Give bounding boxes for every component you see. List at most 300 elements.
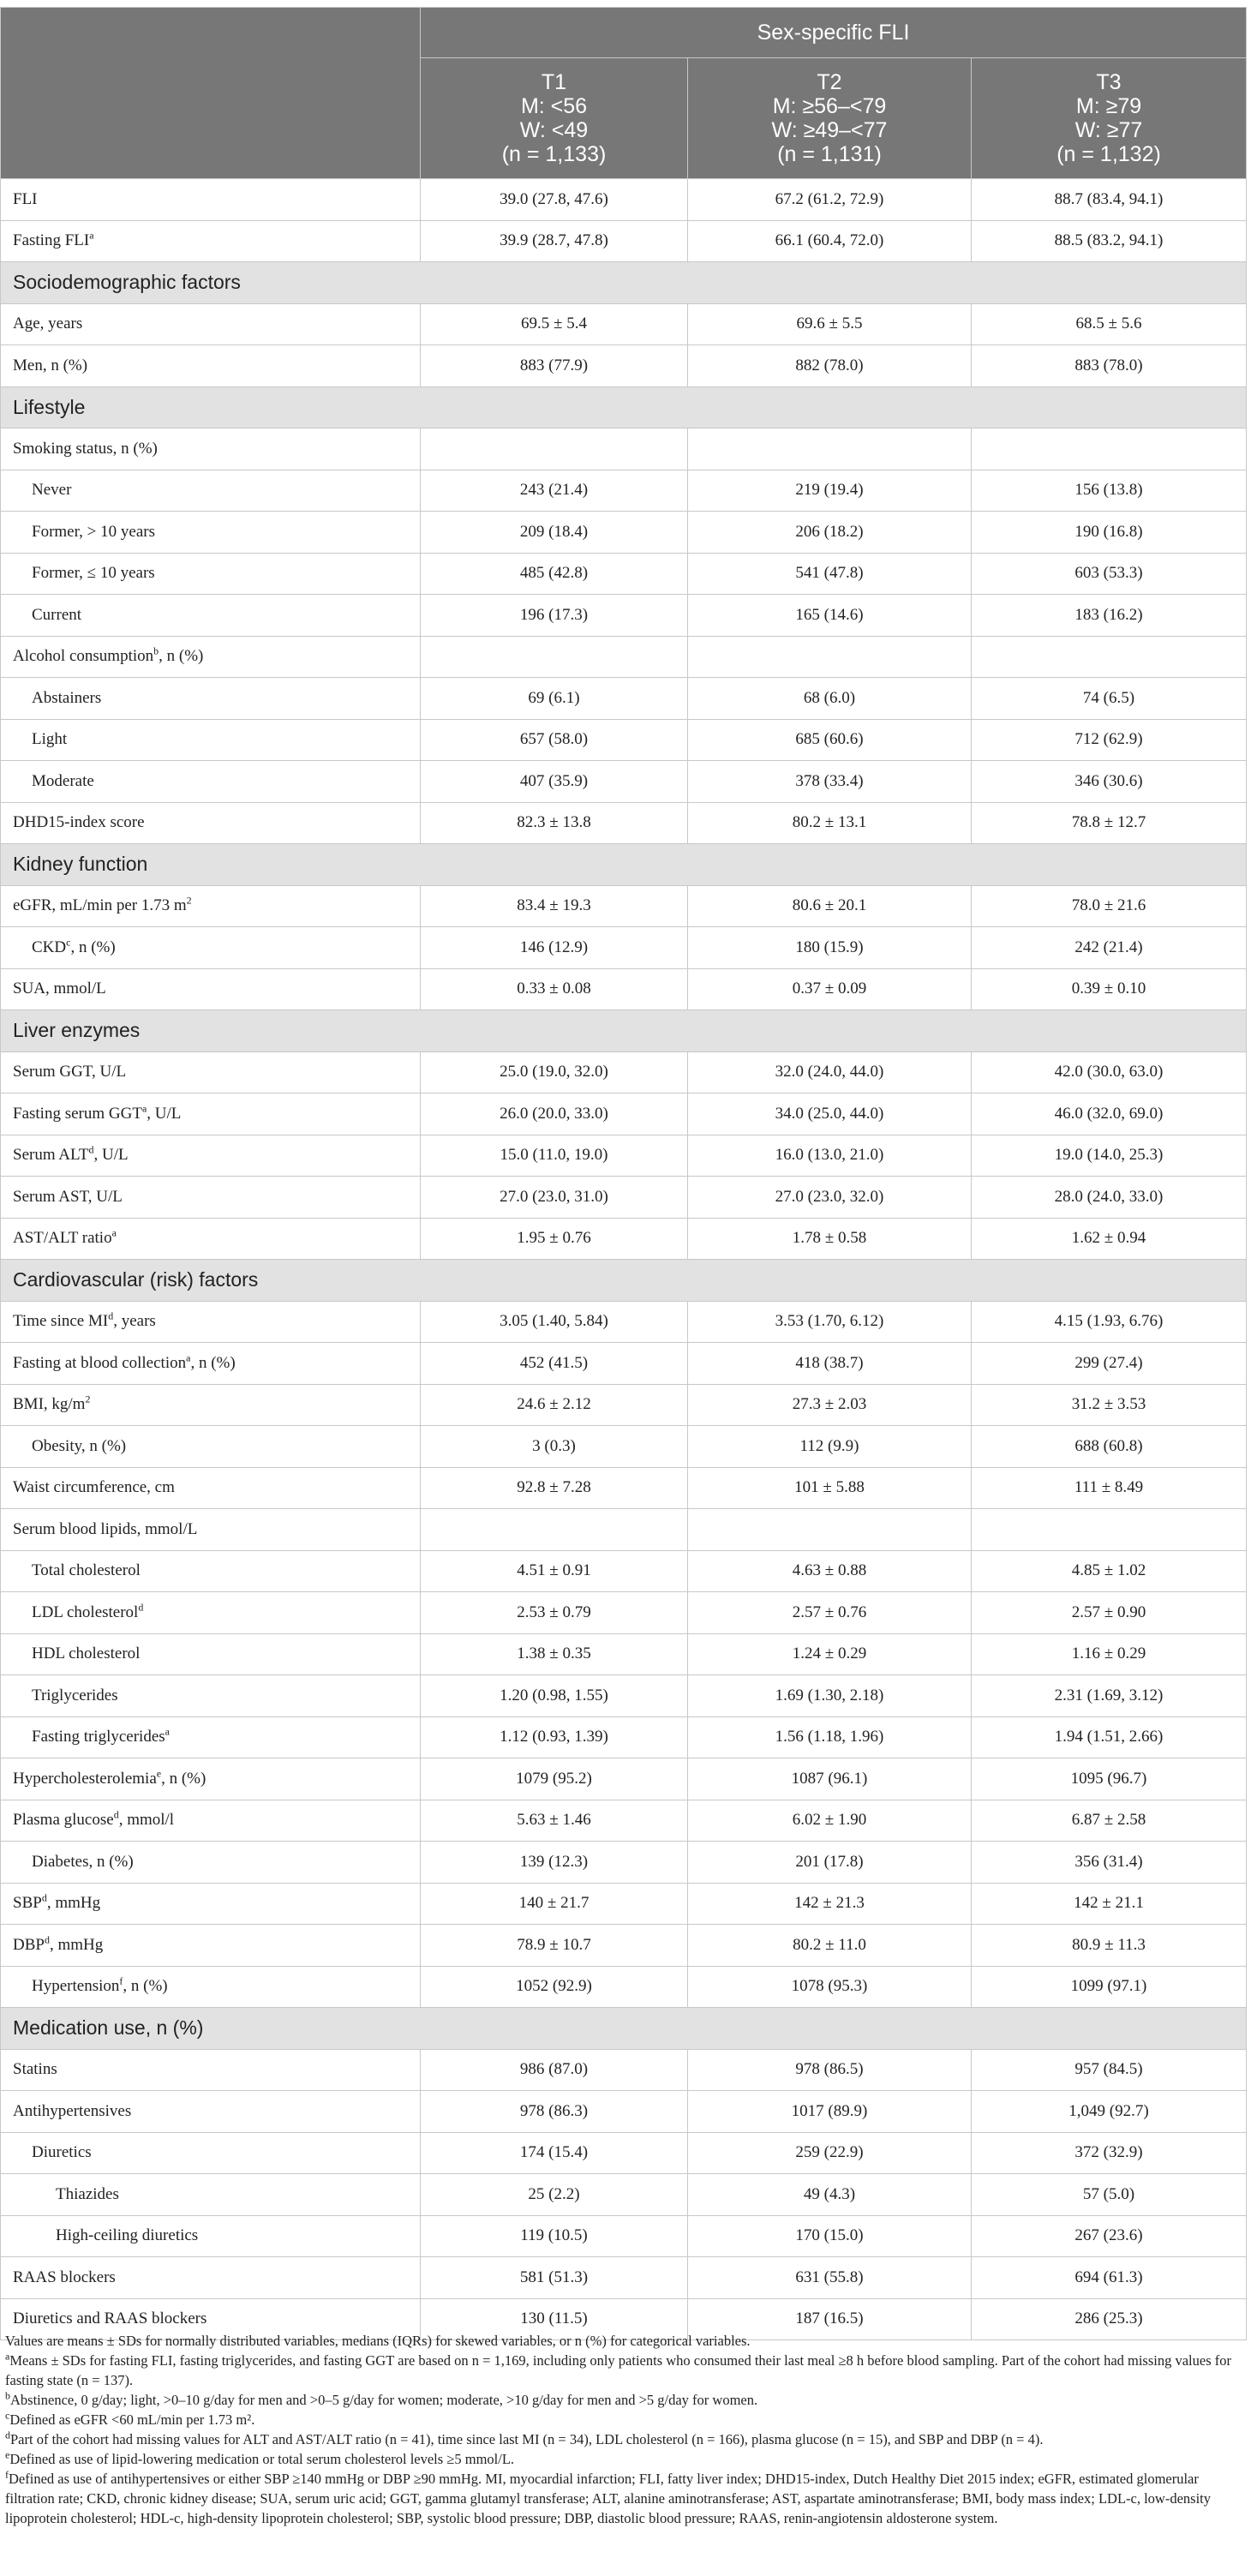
cell-t3: 1,049 (92.7) xyxy=(972,2091,1247,2133)
row-label-suffix: , U/L xyxy=(147,1104,182,1123)
cell-t3: 1099 (97.1) xyxy=(972,1966,1247,2008)
column-women-range: W: <49 xyxy=(519,118,589,142)
cell-t3: 1.16 ± 0.29 xyxy=(972,1633,1247,1675)
cell-t1: 243 (21.4) xyxy=(421,470,688,512)
table-row xyxy=(1,345,1247,387)
cell-t3: 712 (62.9) xyxy=(972,719,1247,761)
cell-t3: 1.94 (1.51, 2.66) xyxy=(972,1716,1247,1758)
row-label-text: Serum blood lipids, mmol/L xyxy=(13,1519,198,1538)
table-row xyxy=(1,595,1247,637)
cell-t1: 3.05 (1.40, 5.84) xyxy=(421,1301,688,1343)
row-label xyxy=(1,1550,421,1592)
cell-t2 xyxy=(688,428,972,470)
row-label xyxy=(1,802,421,844)
row-label xyxy=(1,1842,421,1884)
row-label-suffix: , mmHg xyxy=(49,1935,104,1954)
footnote-marker: 2 xyxy=(186,894,192,907)
row-label-text: Serum ALT xyxy=(13,1146,89,1165)
row-label-text: SBP xyxy=(13,1894,42,1913)
cell-t2: 180 (15.9) xyxy=(688,927,972,969)
column-n: (n = 1,131) xyxy=(777,142,882,166)
row-label xyxy=(1,678,421,720)
row-label xyxy=(1,2174,421,2216)
cell-t3: 4.15 (1.93, 6.76) xyxy=(972,1301,1247,1343)
row-label xyxy=(1,1966,421,2008)
cell-t2: 187 (16.5) xyxy=(688,2298,972,2340)
row-label xyxy=(1,512,421,554)
table-row xyxy=(1,636,1247,678)
section-title: Lifestyle xyxy=(1,386,1247,428)
row-label-text: Serum AST, U/L xyxy=(13,1187,123,1206)
column-men-range: M: ≥79 xyxy=(1075,94,1142,118)
table-row xyxy=(1,1758,1247,1800)
row-label-text: Diuretics and RAAS blockers xyxy=(13,2309,207,2328)
row-label xyxy=(1,1426,421,1468)
cell-t1: 581 (51.3) xyxy=(421,2257,688,2299)
column-header-t3 xyxy=(972,58,1247,179)
row-label xyxy=(1,761,421,803)
cell-t2: 66.1 (60.4, 72.0) xyxy=(688,220,972,262)
table-row xyxy=(1,179,1247,221)
row-label-text: Hypertension xyxy=(32,1977,120,1996)
cell-t1 xyxy=(421,636,688,678)
section-title: Medication use, n (%) xyxy=(1,2008,1247,2050)
row-label-suffix: , years xyxy=(113,1312,156,1331)
cell-t2 xyxy=(688,636,972,678)
row-label-text: Smoking status, n (%) xyxy=(13,439,158,458)
footnote-marker: d xyxy=(41,1891,47,1904)
row-label-text: CKD xyxy=(32,938,67,956)
cell-t2: 418 (38.7) xyxy=(688,1343,972,1385)
cell-t3: 957 (84.5) xyxy=(972,2049,1247,2091)
cell-t2: 142 ± 21.3 xyxy=(688,1883,972,1925)
footnote-marker: f xyxy=(119,1974,123,1987)
table-row xyxy=(1,1051,1247,1093)
cell-t1: 485 (42.8) xyxy=(421,553,688,595)
section-header-row xyxy=(1,262,1247,304)
table-row xyxy=(1,1800,1247,1842)
row-label xyxy=(1,1135,421,1177)
cell-t2: 67.2 (61.2, 72.9) xyxy=(688,179,972,221)
row-label xyxy=(1,1883,421,1925)
section-header-row xyxy=(1,1010,1247,1052)
cell-t1: 83.4 ± 19.3 xyxy=(421,885,688,927)
table-row xyxy=(1,1925,1247,1967)
table-row xyxy=(1,1883,1247,1925)
row-label-text: Triglycerides xyxy=(32,1686,118,1704)
footnote-marker: b xyxy=(153,644,159,657)
row-label-text: Fasting FLI xyxy=(13,231,90,250)
row-label xyxy=(1,345,421,387)
row-label xyxy=(1,1592,421,1634)
cell-t1: 1.38 ± 0.35 xyxy=(421,1633,688,1675)
cell-t3: 346 (30.6) xyxy=(972,761,1247,803)
cell-t2: 27.3 ± 2.03 xyxy=(688,1384,972,1426)
cell-t3 xyxy=(972,1509,1247,1551)
cell-t2: 80.6 ± 20.1 xyxy=(688,885,972,927)
cell-t1: 78.9 ± 10.7 xyxy=(421,1925,688,1967)
table-row xyxy=(1,553,1247,595)
cell-t2: 541 (47.8) xyxy=(688,553,972,595)
cell-t3: 372 (32.9) xyxy=(972,2132,1247,2174)
cell-t2: 4.63 ± 0.88 xyxy=(688,1550,972,1592)
row-label-text: Current xyxy=(32,605,82,624)
cell-t3: 694 (61.3) xyxy=(972,2257,1247,2299)
column-header-t2 xyxy=(688,58,972,179)
cell-t1: 82.3 ± 13.8 xyxy=(421,802,688,844)
cell-t3: 6.87 ± 2.58 xyxy=(972,1800,1247,1842)
row-label-text: Statins xyxy=(13,2060,57,2079)
cell-t2: 3.53 (1.70, 6.12) xyxy=(688,1301,972,1343)
cell-t2: 80.2 ± 13.1 xyxy=(688,802,972,844)
cell-t1: 1.12 (0.93, 1.39) xyxy=(421,1716,688,1758)
cell-t2: 882 (78.0) xyxy=(688,345,972,387)
cell-t2: 1017 (89.9) xyxy=(688,2091,972,2133)
table-row xyxy=(1,1384,1247,1426)
cell-t1: 140 ± 21.7 xyxy=(421,1883,688,1925)
cell-t1: 15.0 (11.0, 19.0) xyxy=(421,1135,688,1177)
table-row xyxy=(1,1842,1247,1884)
row-label-text: Fasting triglycerides xyxy=(32,1728,165,1746)
row-label xyxy=(1,553,421,595)
cell-t1: 26.0 (20.0, 33.0) xyxy=(421,1093,688,1135)
cell-t1: 174 (15.4) xyxy=(421,2132,688,2174)
cell-t1: 407 (35.9) xyxy=(421,761,688,803)
cell-t2: 0.37 ± 0.09 xyxy=(688,968,972,1010)
row-label xyxy=(1,1218,421,1260)
cell-t1: 1052 (92.9) xyxy=(421,1966,688,2008)
cell-t1: 986 (87.0) xyxy=(421,2049,688,2091)
cell-t2: 68 (6.0) xyxy=(688,678,972,720)
cell-t2: 6.02 ± 1.90 xyxy=(688,1800,972,1842)
cell-t3: 19.0 (14.0, 25.3) xyxy=(972,1135,1247,1177)
row-label xyxy=(1,303,421,345)
table-row xyxy=(1,1675,1247,1717)
row-label-text: Fasting serum GGT xyxy=(13,1104,142,1123)
row-label xyxy=(1,428,421,470)
row-label xyxy=(1,2132,421,2174)
cell-t2: 165 (14.6) xyxy=(688,595,972,637)
cell-t1: 69 (6.1) xyxy=(421,678,688,720)
row-label xyxy=(1,1051,421,1093)
table-row xyxy=(1,719,1247,761)
cell-t2: 201 (17.8) xyxy=(688,1842,972,1884)
column-name: T3 xyxy=(1096,70,1122,94)
row-label-suffix: , n (%) xyxy=(161,1769,207,1788)
cell-t3: 2.31 (1.69, 3.12) xyxy=(972,1675,1247,1717)
footnote-text: Part of the cohort had missing values for ALT and AST/ALT ratio (n = 41), time since last MI (n = 34), LDL cholesterol (n = 166), plasma glucose (n = 15), and SBP and DBP (n = 4). xyxy=(10,2431,1044,2447)
cell-t1: 2.53 ± 0.79 xyxy=(421,1592,688,1634)
column-men-range: M: ≥56–<79 xyxy=(772,94,887,118)
cell-t2: 101 ± 5.88 xyxy=(688,1467,972,1509)
cell-t1: 130 (11.5) xyxy=(421,2298,688,2340)
footnote-text: Defined as use of lipid-lowering medication or total serum cholesterol levels ≥5 mmol/L. xyxy=(9,2451,515,2467)
table-row xyxy=(1,2257,1247,2299)
table-row xyxy=(1,1135,1247,1177)
cell-t2: 1.56 (1.18, 1.96) xyxy=(688,1716,972,1758)
footnote-marker: d xyxy=(138,1601,144,1614)
table-row xyxy=(1,1509,1247,1551)
cell-t2: 69.6 ± 5.5 xyxy=(688,303,972,345)
table-row xyxy=(1,1592,1247,1634)
table-row xyxy=(1,968,1247,1010)
row-label-text: SUA, mmol/L xyxy=(13,979,106,998)
column-name: T2 xyxy=(817,70,842,94)
footnote-marker: b xyxy=(5,2389,10,2402)
section-header-row xyxy=(1,844,1247,886)
fli-characteristics-table xyxy=(0,7,1247,2340)
footnote-marker: a xyxy=(5,2350,10,2363)
table-row xyxy=(1,2174,1247,2216)
row-label-text: Obesity, n (%) xyxy=(32,1436,127,1455)
section-header-row xyxy=(1,1260,1247,1302)
row-label xyxy=(1,885,421,927)
cell-t1: 69.5 ± 5.4 xyxy=(421,303,688,345)
footnote-marker: c xyxy=(5,2409,10,2422)
row-label-text: Waist circumference, cm xyxy=(13,1478,175,1497)
row-label xyxy=(1,2049,421,2091)
section-title: Kidney function xyxy=(1,844,1247,886)
cell-t3: 299 (27.4) xyxy=(972,1343,1247,1385)
cell-t2: 685 (60.6) xyxy=(688,719,972,761)
section-title: Cardiovascular (risk) factors xyxy=(1,1260,1247,1302)
cell-t1: 978 (86.3) xyxy=(421,2091,688,2133)
row-label-text: HDL cholesterol xyxy=(32,1644,141,1663)
row-label-text: Alcohol consumption xyxy=(13,647,154,666)
cell-t2: 32.0 (24.0, 44.0) xyxy=(688,1051,972,1093)
cell-t3: 603 (53.3) xyxy=(972,553,1247,595)
cell-t3: 88.7 (83.4, 94.1) xyxy=(972,179,1247,221)
cell-t1: 452 (41.5) xyxy=(421,1343,688,1385)
cell-t3: 1.62 ± 0.94 xyxy=(972,1218,1247,1260)
cell-t1: 25.0 (19.0, 32.0) xyxy=(421,1051,688,1093)
footnote-marker: a xyxy=(165,1725,170,1738)
cell-t3: 80.9 ± 11.3 xyxy=(972,1925,1247,1967)
table-row xyxy=(1,2132,1247,2174)
cell-t2: 1.78 ± 0.58 xyxy=(688,1218,972,1260)
cell-t2: 206 (18.2) xyxy=(688,512,972,554)
row-label xyxy=(1,220,421,262)
row-label-suffix: , U/L xyxy=(93,1146,129,1165)
cell-t2: 27.0 (23.0, 32.0) xyxy=(688,1177,972,1219)
header-blank-cell xyxy=(1,8,421,179)
table-row xyxy=(1,1550,1247,1592)
row-label-text: Never xyxy=(32,481,72,500)
row-label-suffix: , n (%) xyxy=(123,1977,168,1996)
cell-t1: 5.63 ± 1.46 xyxy=(421,1800,688,1842)
section-title: Liver enzymes xyxy=(1,1010,1247,1052)
cell-t3: 142 ± 21.1 xyxy=(972,1883,1247,1925)
footnote-marker: c xyxy=(66,936,71,949)
cell-t1: 119 (10.5) xyxy=(421,2215,688,2257)
cell-t1: 209 (18.4) xyxy=(421,512,688,554)
table-row xyxy=(1,761,1247,803)
footnote-marker: a xyxy=(141,1102,147,1115)
cell-t2: 49 (4.3) xyxy=(688,2174,972,2216)
table-row xyxy=(1,1218,1247,1260)
row-label-text: Moderate xyxy=(32,771,94,790)
footnote-marker: a xyxy=(111,1226,117,1239)
row-label xyxy=(1,1925,421,1967)
cell-t3 xyxy=(972,636,1247,678)
cell-t2 xyxy=(688,1509,972,1551)
cell-t3: 2.57 ± 0.90 xyxy=(972,1592,1247,1634)
footnote-marker: d xyxy=(108,1309,114,1322)
row-label xyxy=(1,927,421,969)
cell-t2: 80.2 ± 11.0 xyxy=(688,1925,972,1967)
row-label-text: DBP xyxy=(13,1935,45,1954)
cell-t3: 57 (5.0) xyxy=(972,2174,1247,2216)
row-label xyxy=(1,2215,421,2257)
table-row xyxy=(1,885,1247,927)
cell-t3: 78.8 ± 12.7 xyxy=(972,802,1247,844)
footnote xyxy=(5,2469,1244,2528)
table-row xyxy=(1,2215,1247,2257)
footnote-marker: a xyxy=(89,229,94,242)
row-label xyxy=(1,1675,421,1717)
footnote-marker: d xyxy=(5,2429,10,2441)
cell-t2: 259 (22.9) xyxy=(688,2132,972,2174)
cell-t2: 34.0 (25.0, 44.0) xyxy=(688,1093,972,1135)
cell-t2: 1078 (95.3) xyxy=(688,1966,972,2008)
cell-t2: 631 (55.8) xyxy=(688,2257,972,2299)
cell-t1: 146 (12.9) xyxy=(421,927,688,969)
row-label-text: Abstainers xyxy=(32,688,102,707)
row-label xyxy=(1,595,421,637)
cell-t3: 28.0 (24.0, 33.0) xyxy=(972,1177,1247,1219)
table-row xyxy=(1,1467,1247,1509)
table-body xyxy=(1,179,1247,2340)
cell-t3: 4.85 ± 1.02 xyxy=(972,1550,1247,1592)
table-row xyxy=(1,802,1247,844)
footnote xyxy=(5,2429,1244,2449)
row-label xyxy=(1,1093,421,1135)
row-label-text: DHD15-index score xyxy=(13,813,145,832)
cell-t3: 74 (6.5) xyxy=(972,678,1247,720)
column-n: (n = 1,132) xyxy=(1056,142,1161,166)
row-label xyxy=(1,1509,421,1551)
footnote-marker: 2 xyxy=(85,1393,91,1405)
row-label xyxy=(1,1758,421,1800)
row-label-text: Former, ≤ 10 years xyxy=(32,564,155,583)
footnote-marker: d xyxy=(44,1933,50,1946)
row-label-suffix: , n (%) xyxy=(159,647,204,666)
row-label-text: Plasma glucose xyxy=(13,1811,114,1830)
footnote-marker: f xyxy=(5,2468,9,2481)
row-label-text: Diuretics xyxy=(32,2143,92,2162)
cell-t1: 92.8 ± 7.28 xyxy=(421,1467,688,1509)
row-label-text: Thiazides xyxy=(56,2184,119,2203)
row-label-text: Age, years xyxy=(13,315,83,333)
table-row xyxy=(1,678,1247,720)
footnote xyxy=(5,2331,1244,2351)
row-label-text: High-ceiling diuretics xyxy=(56,2226,199,2245)
cell-t1: 3 (0.3) xyxy=(421,1426,688,1468)
footnote-marker: d xyxy=(113,1808,119,1821)
cell-t1: 25 (2.2) xyxy=(421,2174,688,2216)
cell-t3: 31.2 ± 3.53 xyxy=(972,1384,1247,1426)
section-header-row xyxy=(1,2008,1247,2050)
table-row xyxy=(1,1966,1247,2008)
footnote-marker: e xyxy=(5,2448,10,2461)
section-header-row xyxy=(1,386,1247,428)
column-women-range: W: ≥49–<77 xyxy=(771,118,888,142)
row-label xyxy=(1,968,421,1010)
cell-t2: 1.24 ± 0.29 xyxy=(688,1633,972,1675)
group-header: Sex-specific FLI xyxy=(421,8,1247,58)
row-label-text: Light xyxy=(32,730,68,749)
table-row xyxy=(1,2049,1247,2091)
footnote-marker: e xyxy=(156,1767,162,1780)
row-label xyxy=(1,719,421,761)
cell-t3: 78.0 ± 21.6 xyxy=(972,885,1247,927)
column-men-range: M: <56 xyxy=(520,94,588,118)
table-row xyxy=(1,428,1247,470)
cell-t1 xyxy=(421,428,688,470)
table-row xyxy=(1,470,1247,512)
table-row xyxy=(1,1633,1247,1675)
cell-t2: 1087 (96.1) xyxy=(688,1758,972,1800)
row-label-text: RAAS blockers xyxy=(13,2267,116,2286)
row-label xyxy=(1,1633,421,1675)
row-label-suffix: , mmHg xyxy=(46,1894,101,1913)
table-row xyxy=(1,927,1247,969)
cell-t3: 68.5 ± 5.6 xyxy=(972,303,1247,345)
cell-t3: 183 (16.2) xyxy=(972,595,1247,637)
cell-t2: 16.0 (13.0, 21.0) xyxy=(688,1135,972,1177)
row-label-text: FLI xyxy=(13,189,38,208)
cell-t1: 39.9 (28.7, 47.8) xyxy=(421,220,688,262)
row-label-suffix: , n (%) xyxy=(190,1353,236,1372)
column-n: (n = 1,133) xyxy=(501,142,607,166)
table-row xyxy=(1,1716,1247,1758)
footnote-text: Means ± SDs for fasting FLI, fasting triglycerides, and fasting GGT are based on n = 1,169, including only patients who consumed their last meal ≥8 h before blood sampling. Part of the cohort had missing values for fasting state (n = 137). xyxy=(5,2352,1231,2388)
row-label-text: Serum GGT, U/L xyxy=(13,1063,127,1081)
row-label xyxy=(1,1716,421,1758)
cell-t1: 139 (12.3) xyxy=(421,1842,688,1884)
cell-t3: 286 (25.3) xyxy=(972,2298,1247,2340)
row-label-text: LDL cholesterol xyxy=(32,1603,139,1621)
cell-t2: 1.69 (1.30, 2.18) xyxy=(688,1675,972,1717)
cell-t3: 88.5 (83.2, 94.1) xyxy=(972,220,1247,262)
footnote-marker: a xyxy=(186,1351,191,1364)
row-label-text: Antihypertensives xyxy=(13,2101,132,2120)
cell-t1: 1.95 ± 0.76 xyxy=(421,1218,688,1260)
row-label-text: Men, n (%) xyxy=(13,356,88,374)
table-row xyxy=(1,512,1247,554)
table-row xyxy=(1,2091,1247,2133)
table-row xyxy=(1,220,1247,262)
footnote xyxy=(5,2390,1244,2410)
cell-t3: 242 (21.4) xyxy=(972,927,1247,969)
row-label-text: AST/ALT ratio xyxy=(13,1229,112,1248)
cell-t3: 883 (78.0) xyxy=(972,345,1247,387)
cell-t3: 111 ± 8.49 xyxy=(972,1467,1247,1509)
footnote-text: Values are means ± SDs for normally distributed variables, medians (IQRs) for skewed variables, or n (%) for categorical variables. xyxy=(5,2333,751,2349)
cell-t2: 378 (33.4) xyxy=(688,761,972,803)
cell-t2: 170 (15.0) xyxy=(688,2215,972,2257)
cell-t3: 688 (60.8) xyxy=(972,1426,1247,1468)
row-label xyxy=(1,2257,421,2299)
column-header-t1 xyxy=(421,58,688,179)
cell-t1: 24.6 ± 2.12 xyxy=(421,1384,688,1426)
row-label-text: Hypercholesterolemia xyxy=(13,1769,157,1788)
footnote-marker: d xyxy=(88,1143,94,1156)
cell-t2: 219 (19.4) xyxy=(688,470,972,512)
cell-t1: 27.0 (23.0, 31.0) xyxy=(421,1177,688,1219)
cell-t2: 978 (86.5) xyxy=(688,2049,972,2091)
row-label xyxy=(1,1467,421,1509)
